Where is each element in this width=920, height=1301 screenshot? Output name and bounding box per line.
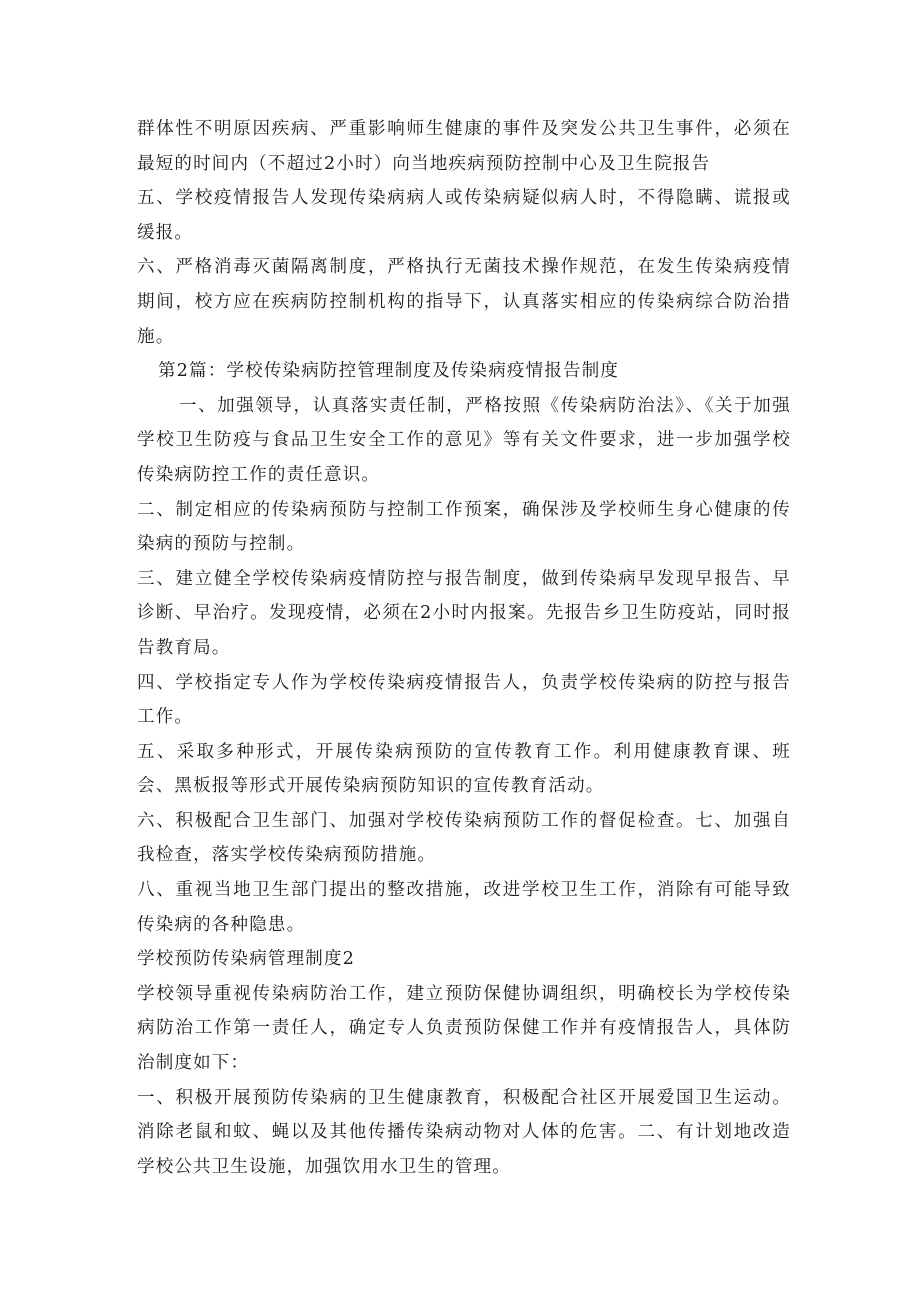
paragraph-item-5-education: 五、采取多种形式，开展传染病预防的宣传教育工作。利用健康教育课、班会、黑板报等形式开展传染病预防知识的宣传教育活动。 — [137, 741, 791, 797]
paragraph-item-3-reporting-system: 三、建立健全学校传染病疫情防控与报告制度，做到传染病早发现早报告、早诊断、早治疗。发现疫情，必须在2小时内报案。先报告乡卫生防疫站，同时报告教育局。 — [137, 568, 791, 658]
paragraph-continued-reporting: 群体性不明原因疾病、严重影响师生健康的事件及突发公共卫生事件，必须在最短的时间内（不超过2小时）向当地疾病预防控制中心及卫生院报告 — [137, 119, 791, 174]
paragraph-item-6-7-cooperation: 六、积极配合卫生部门、加强对学校传染病预防工作的督促检查。七、加强自我检查，落实学校传染病预防措施。 — [137, 810, 791, 866]
paragraph-item-8-rectification: 八、重视当地卫生部门提出的整改措施，改进学校卫生工作，消除有可能导致传染病的各种隐患。 — [137, 880, 791, 935]
paragraph-item-1-leadership: 一、加强领导，认真落实责任制，严格按照《传染病防治法》、《关于加强学校卫生防疫与食品卫生安全工作的意见》等有关文件要求，进一步加强学校传染病防控工作的责任意识。 — [137, 395, 791, 485]
paragraph-item-4-designated-reporter: 四、学校指定专人作为学校传染病疫情报告人，负责学校传染病的防控与报告工作。 — [137, 672, 791, 728]
paragraph-leadership-intro: 学校领导重视传染病防治工作，建立预防保健协调组织，明确校长为学校传染病防治工作第一责任人，确定专人负责预防保健工作并有疫情报告人，具体防治制度如下： — [137, 983, 791, 1074]
paragraph-item-1-2-health-education: 一、积极开展预防传染病的卫生健康教育，积极配合社区开展爱国卫生运动。消除老鼠和蚊、蝇以及其他传播传染病动物对人体的危害。二、有计划地改造学校公共卫生设施，加强饮用水卫生的管理。 — [137, 1087, 791, 1177]
paragraph-item-6-disinfection: 六、严格消毒灭菌隔离制度，严格执行无菌技术操作规范，在发生传染病疫情期间，校方应在疾病防控制机构的指导下，认真落实相应的传染病综合防治措施。 — [137, 257, 791, 347]
document-body — [137, 112, 791, 1184]
section-heading-part-2: 第2篇：学校传染病防控管理制度及传染病疫情报告制度 — [158, 361, 620, 382]
paragraph-item-5-no-concealment: 五、学校疫情报告人发现传染病病人或传染病疑似病人时，不得隐瞒、谎报或缓报。 — [137, 188, 791, 243]
paragraph-item-2-plan: 二、制定相应的传染病预防与控制工作预案，确保涉及学校师生身心健康的传染病的预防与控制。 — [137, 499, 791, 555]
section-heading-system-2: 学校预防传染病管理制度2 — [137, 949, 356, 970]
